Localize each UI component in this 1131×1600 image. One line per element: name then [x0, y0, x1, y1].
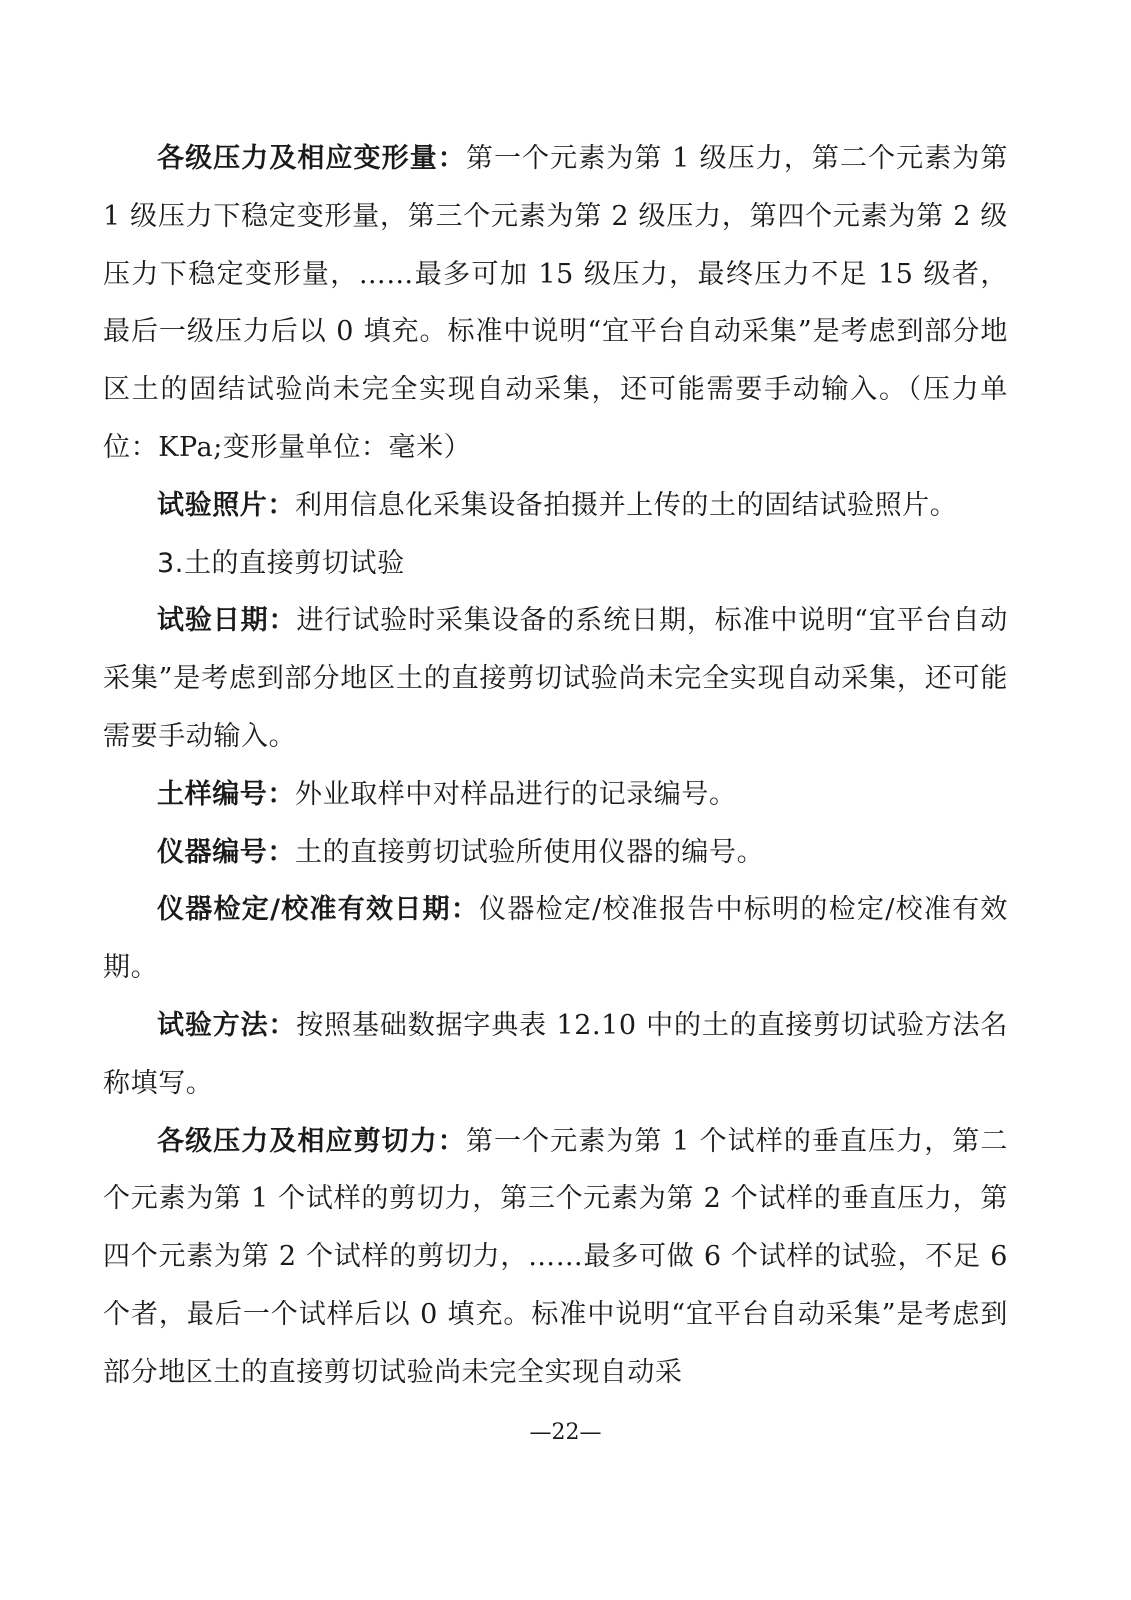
text-test-photo: 利用信息化采集设备拍摄并上传的土的固结试验照片。 — [295, 489, 958, 521]
text-calibration-date: 仪器检定/校准报告中标明的检定/校准有效期。 — [103, 894, 1008, 984]
paragraph-pressure-shear — [103, 1113, 1008, 1402]
paragraph-sample-number — [103, 766, 1008, 824]
term-calibration-date: 仪器检定/校准有效日期： — [157, 894, 480, 926]
paragraph-calibration-date — [103, 881, 1008, 997]
paragraph-test-photo — [103, 477, 1008, 535]
term-test-date: 试验日期： — [157, 605, 297, 637]
paragraph-instrument-number — [103, 824, 1008, 882]
paragraph-test-date — [103, 592, 1008, 765]
text-sample-number: 外业取样中对样品进行的记录编号。 — [295, 778, 737, 810]
section-heading: 3.土的直接剪切试验 — [157, 547, 405, 579]
paragraph-pressure-deformation — [103, 130, 1008, 477]
term-test-method: 试验方法： — [157, 1009, 297, 1041]
text-instrument-number: 土的直接剪切试验所使用仪器的编号。 — [295, 836, 765, 868]
text-pressure-deformation: 第一个元素为第 1 级压力，第二个元素为第 1 级压力下稳定变形量，第三个元素为第 2 级压力，第四个元素为第 2 级压力下稳定变形量，……最多可加 15 级压力，最终压力不足 15 级者，最后一级压力后以 0 填充。标准中说明“宜平台自动采集”是考虑到部分地区土的固结试验尚未完全实现自动采集，还可能需要手动输入。（压力单位：KPa;变形量单位：毫米） — [103, 143, 1008, 463]
paragraph-test-method — [103, 997, 1008, 1113]
term-sample-number: 土样编号： — [157, 778, 295, 810]
text-test-date: 进行试验时采集设备的系统日期，标准中说明“宜平台自动采集”是考虑到部分地区土的直接剪切试验尚未完全实现自动采集，还可能需要手动输入。 — [103, 605, 1009, 752]
term-pressure-deformation: 各级压力及相应变形量： — [157, 143, 466, 174]
document-body — [103, 130, 1008, 1402]
term-pressure-shear: 各级压力及相应剪切力： — [157, 1125, 466, 1157]
text-test-method: 按照基础数据字典表 12.10 中的土的直接剪切试验方法名称填写。 — [103, 1009, 1009, 1099]
page-number: —22— — [529, 1420, 602, 1445]
term-instrument-number: 仪器编号： — [157, 836, 295, 868]
term-test-photo: 试验照片： — [157, 489, 295, 521]
text-pressure-shear: 第一个元素为第 1 个试样的垂直压力，第二个元素为第 1 个试样的剪切力，第三个元素为第 2 个试样的垂直压力，第四个元素为第 2 个试样的剪切力，……最多可做 6 个试样的试验，不足 6 个者，最后一个试样后以 0 填充。标准中说明“宜平台自动采集”是考虑到部分地区土的直接剪切试验尚未完全实现自动采 — [103, 1125, 1008, 1388]
